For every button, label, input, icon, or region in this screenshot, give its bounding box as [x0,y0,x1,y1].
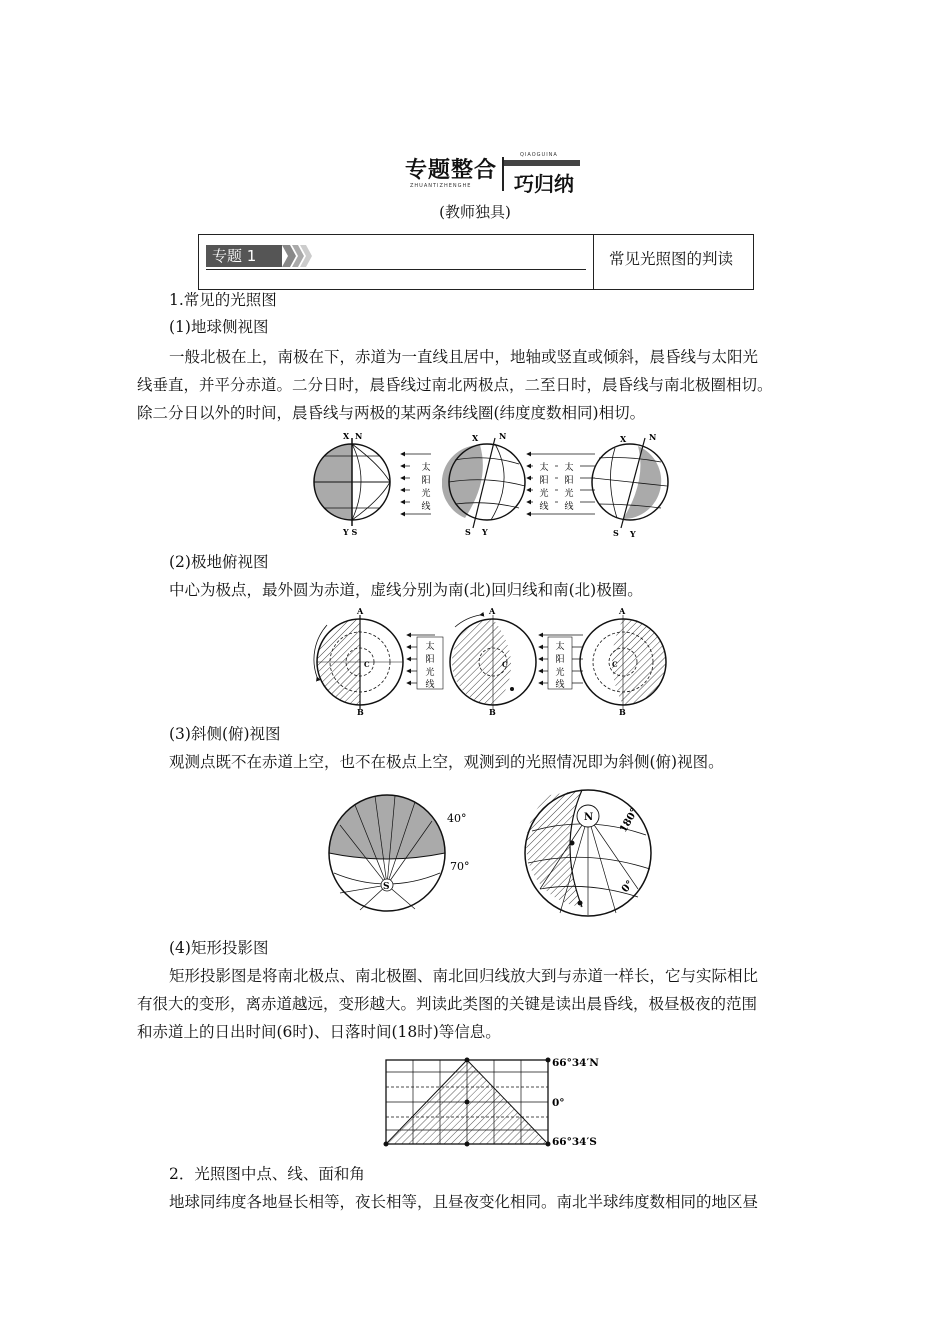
side-globe-middle [442,431,525,537]
side-mid-bottom-s: S [465,527,471,537]
rect-lat-equator: 0° [552,1097,565,1109]
side-left-bottom-label: Y S [343,527,358,537]
topic-tag-stripes [282,245,312,267]
polar-right-b: B [619,707,626,715]
s1-4-paragraph-line3: 和赤道上的日出时间(6时)、日落时间(18时)等信息。 [137,1023,501,1041]
s1-1-paragraph-line2: 线垂直，并平分赤道。二分日时，晨昏线过南北两极点，二至日时，晨昏线与南北极圈相切。 [137,376,773,394]
figure-polar-view [305,607,725,715]
side-left-top-label: X [343,431,350,441]
oblique-0-label: 0° [619,878,636,895]
polar-sunlight-label-left [417,637,443,690]
polar-globe-right [580,607,666,715]
svg-text:太: 太 [555,642,565,652]
polar-left-b: B [357,707,364,715]
section-header-subtitle: 巧归纳 [514,172,574,196]
oblique-globe-north [525,790,651,916]
side-right-top-n: N [649,432,657,442]
header-pinyin-top: QIAOGUINA [520,152,558,158]
s1-1-paragraph-line1: 一般北极在上，南极在下，赤道为一直线且居中，地轴或竖直或倾斜，晨昏线与太阳光 [169,348,759,366]
rect-lat-north: 66°34′N [552,1057,599,1069]
oblique-40-label: 40° [447,812,467,825]
polar-left-c: C [364,660,370,669]
svg-text:线: 线 [564,502,574,512]
s1-1-paragraph-line3: 除二分日以外的时间，晨昏线与两极的某两条纬线圈(纬度度数相同)相切。 [137,404,646,422]
polar-mid-c: C [502,660,508,669]
side-mid-bottom-y: Y [482,527,488,537]
s1-2-heading: (2)极地俯视图 [169,553,269,571]
polar-globe-middle [450,607,536,715]
oblique-globe-south [329,795,470,911]
side-right-bottom-s: S [613,528,619,538]
figure-oblique-view [320,785,670,925]
topic-divider [593,235,594,289]
polar-left-a: A [357,607,364,616]
s1-4-heading: (4)矩形投影图 [169,939,269,957]
s1-3-paragraph: 观测点既不在赤道上空，也不在极点上空，观测到的光照情况即为斜侧(俯)视图。 [169,753,724,771]
svg-text:太: 太 [425,642,435,652]
sunlight-label-middle2 [558,458,580,512]
svg-text:阳: 阳 [425,655,435,665]
side-left-top-label-n: N [355,431,363,441]
topic-underline [206,269,586,270]
s1-2-paragraph: 中心为极点，最外圆为赤道，虚线分别为南(北)回归线和南(北)极圈。 [169,581,643,599]
figure-side-view [305,430,685,542]
s2-paragraph-line1: 地球同纬度各地昼长相等，夜长相等，且昼夜变化相同。南北半球纬度数相同的地区昼 [169,1193,759,1211]
svg-text:阳: 阳 [539,476,549,486]
svg-text:阳: 阳 [421,476,431,486]
polar-right-a: A [619,607,626,616]
header-pinyin-bottom: ZHUANTIZHENGHE [410,183,472,189]
svg-text:线: 线 [539,502,549,512]
s1-heading: 1.常见的光照图 [169,291,277,309]
rect-lat-south: 66°34′S [552,1136,597,1148]
s1-1-heading: (1)地球侧视图 [169,318,269,336]
svg-text:光: 光 [539,489,549,499]
oblique-70-label: 70° [450,860,470,873]
svg-text:光: 光 [421,489,431,499]
svg-text:光: 光 [555,668,565,678]
side-globe-left [314,431,390,537]
svg-text:线: 线 [421,502,431,512]
s2-heading: 2．光照图中点、线、面和角 [169,1165,365,1183]
polar-mid-b: B [489,707,496,715]
side-mid-top-x: X [472,433,479,443]
polar-right-c: C [612,660,618,669]
s1-3-heading: (3)斜侧(俯)视图 [169,725,281,743]
svg-text:阳: 阳 [555,655,565,665]
topic-title: 常见光照图的判读 [609,250,734,268]
svg-text:阳: 阳 [564,476,574,486]
polar-globe-left [314,607,403,715]
svg-text:太: 太 [421,463,431,473]
header-bar [504,160,580,166]
side-globe-right [592,432,668,539]
s1-4-paragraph-line2: 有很大的变形，离赤道越远，变形越大。判读此类图的关键是读出晨昏线，极昼极夜的范围 [137,995,758,1013]
svg-text:太: 太 [564,463,574,473]
svg-text:光: 光 [425,668,435,678]
svg-text:太: 太 [539,463,549,473]
s1-4-paragraph-line1: 矩形投影图是将南北极点、南北极圈、南北回归线放大到与赤道一样长，它与实际相比 [169,967,759,985]
topic-box [198,234,754,290]
section-header-title: 专题整合 [405,158,498,183]
svg-text:线: 线 [555,680,565,690]
figure-rect-projection [380,1052,620,1152]
sunlight-label-middle [533,458,555,512]
oblique-180-label: 180° [618,806,641,835]
oblique-s-label: S [383,882,390,892]
side-right-bottom-y: Y [630,529,636,539]
sunlight-label-left [410,458,442,512]
topic-tag: 专题 1 [206,245,282,267]
side-mid-top-n: N [499,431,507,441]
side-right-top-x: X [620,434,627,444]
svg-text:光: 光 [564,489,574,499]
svg-text:线: 线 [425,680,435,690]
teacher-note: (教师独具) [439,203,511,221]
polar-sunlight-label-right [548,637,572,690]
oblique-n-label: N [584,812,594,823]
polar-mid-a: A [489,607,496,616]
